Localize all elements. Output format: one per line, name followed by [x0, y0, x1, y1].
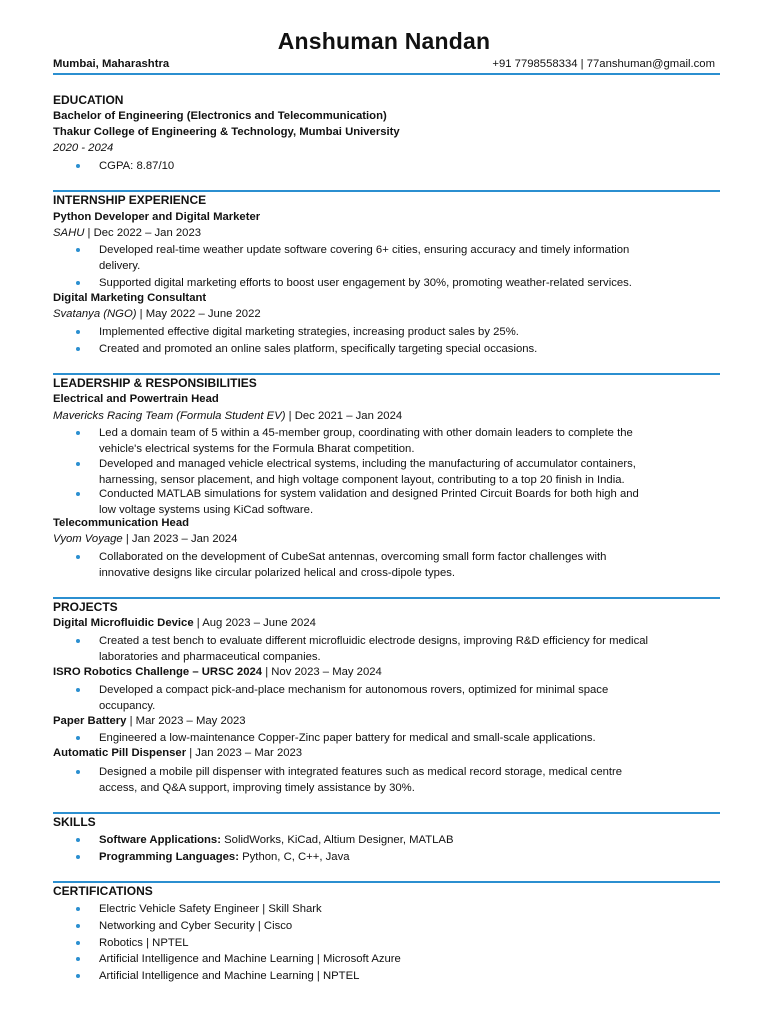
skill-value: SolidWorks, KiCad, Altium Designer, MATLAB: [220, 834, 454, 846]
project-title: [53, 747, 302, 759]
contact-row: [53, 58, 715, 73]
project-dates: | Jan 2023 – Mar 2023: [186, 747, 303, 759]
job-org-dates: [53, 227, 201, 239]
bullet-text: [99, 833, 454, 849]
bullet-icon: [76, 492, 80, 496]
candidate-name: Anshuman Nandan: [277, 28, 491, 54]
bullet-icon: [76, 838, 80, 842]
bullet-icon: [76, 431, 80, 435]
bullet-text: [99, 243, 629, 274]
section-divider: [53, 881, 720, 883]
job-role: Telecommunication Head: [53, 517, 190, 529]
bullet-line: low voltage systems using KiCad software.: [99, 503, 314, 516]
bullet-text: [99, 426, 633, 457]
project-name: Paper Battery: [53, 715, 127, 727]
project-dates: | Aug 2023 – June 2024: [193, 617, 316, 629]
skill-label: Software Applications:: [99, 834, 221, 846]
job-dates: | Jan 2023 – Jan 2024: [122, 533, 238, 545]
bullet-icon: [76, 941, 80, 945]
project-name: Digital Microfluidic Device: [53, 617, 194, 629]
bullet-icon: [76, 248, 80, 252]
bullet-icon: [76, 907, 80, 911]
bullet-icon: [76, 957, 80, 961]
bullet-line: harnessing, sensor placement, and high voltage component layout, contributing to a top 20 finish in India.: [99, 473, 625, 486]
section-divider: [53, 190, 720, 192]
education-heading: EDUCATION: [53, 93, 124, 107]
project-dates: | Mar 2023 – May 2023: [126, 715, 246, 727]
bullet-line: Designed a mobile pill dispenser with integrated features such as medical record storage, medical centre: [99, 766, 623, 778]
section-divider: [53, 812, 720, 814]
bullet-icon: [76, 855, 80, 859]
bullet-text: Electric Vehicle Safety Engineer | Skill Shark: [99, 903, 322, 915]
bullet-line: innovative designs like circular polarized helical and cross-dipole types.: [99, 566, 456, 579]
project-title: [53, 617, 316, 629]
leadership-heading: LEADERSHIP & RESPONSIBILITIES: [53, 376, 257, 390]
project-name: ISRO Robotics Challenge – URSC 2024: [53, 666, 263, 678]
education-college: Thakur College of Engineering & Technology, Mumbai University: [53, 126, 400, 138]
bullet-text: [99, 765, 622, 796]
bullet-icon: [76, 974, 80, 978]
bullet-text: [99, 850, 350, 866]
bullet-line: Led a domain team of 5 within a 45-member group, coordinating with other domain leaders to complete the: [99, 427, 633, 439]
bullet-line: Conducted MATLAB simulations for system validation and designed Printed Circuit Boards for both high and: [99, 488, 639, 500]
job-org: SAHU: [53, 227, 85, 239]
section-divider: [53, 597, 720, 599]
bullet-line: laboratories and pharmaceutical companies.: [99, 650, 321, 663]
project-dates: | Nov 2023 – May 2024: [262, 666, 382, 678]
skill-label: Programming Languages:: [99, 851, 239, 863]
job-org: Svatanya (NGO): [53, 308, 137, 320]
certifications-heading: CERTIFICATIONS: [53, 884, 153, 898]
bullet-text: [99, 487, 639, 518]
bullet-text: Robotics | NPTEL: [99, 937, 189, 949]
bullet-text: [99, 683, 608, 714]
bullet-icon: [76, 555, 80, 559]
job-org-dates: [53, 308, 261, 320]
bullet-icon: [76, 330, 80, 334]
bullet-text: Created and promoted an online sales platform, specifically targeting special occasions.: [99, 343, 538, 355]
job-role: Electrical and Powertrain Head: [53, 393, 219, 405]
education-years: 2020 - 2024: [53, 142, 114, 154]
contact-separator: |: [577, 58, 587, 70]
job-dates: | Dec 2021 – Jan 2024: [285, 410, 403, 422]
job-org-dates: [53, 533, 237, 545]
bullet-text: CGPA: 8.87/10: [99, 160, 175, 172]
bullet-text: Engineered a low-maintenance Copper-Zinc paper battery for medical and small-scale applications.: [99, 732, 596, 744]
job-org-dates: [53, 410, 402, 422]
bullet-text: Networking and Cyber Security | Cisco: [99, 920, 293, 932]
skill-value: Python, C, C++, Java: [238, 851, 350, 863]
project-name: Automatic Pill Dispenser: [53, 747, 187, 759]
projects-heading: PROJECTS: [53, 600, 118, 614]
job-org: Vyom Voyage: [53, 533, 123, 545]
bullet-text: [99, 634, 648, 665]
job-role: Python Developer and Digital Marketer: [53, 211, 261, 223]
header-divider: [53, 73, 720, 75]
bullet-icon: [76, 281, 80, 285]
phone: +91 7798558334: [492, 58, 578, 70]
job-dates: | May 2022 – June 2022: [136, 308, 261, 320]
location: Mumbai, Maharashtra: [53, 58, 170, 70]
bullet-icon: [76, 164, 80, 168]
bullet-line: Developed real-time weather update software covering 6+ cities, ensuring accuracy and timely information: [99, 244, 630, 256]
bullet-icon: [76, 347, 80, 351]
bullet-line: delivery.: [99, 259, 141, 272]
bullet-text: Artificial Intelligence and Machine Learning | NPTEL: [99, 970, 360, 982]
bullet-line: vehicle's electrical systems for the Formula Bharat competition.: [99, 442, 415, 455]
section-divider: [53, 373, 720, 375]
bullet-line: Collaborated on the development of CubeSat antennas, overcoming small form factor challenges with: [99, 551, 607, 563]
job-role: Digital Marketing Consultant: [53, 292, 207, 304]
bullet-text: Supported digital marketing efforts to boost user engagement by 30%, promoting weather-related services.: [99, 277, 632, 289]
bullet-icon: [76, 639, 80, 643]
internship-heading: INTERNSHIP EXPERIENCE: [53, 193, 207, 207]
bullet-icon: [76, 462, 80, 466]
project-title: [53, 715, 246, 727]
bullet-text: [99, 550, 606, 581]
email-link[interactable]: 77anshuman@gmail.com: [586, 58, 715, 70]
bullet-icon: [76, 736, 80, 740]
bullet-text: Implemented effective digital marketing strategies, increasing product sales by 25%.: [99, 326, 519, 338]
bullet-text: [99, 457, 636, 488]
education-degree: Bachelor of Engineering (Electronics and Telecommunication): [53, 110, 387, 122]
bullet-icon: [76, 770, 80, 774]
bullet-line: access, and Q&A support, improving timely assistance by 30%.: [99, 781, 415, 794]
bullet-icon: [76, 924, 80, 928]
bullet-text: Artificial Intelligence and Machine Learning | Microsoft Azure: [99, 953, 401, 965]
skills-heading: SKILLS: [53, 815, 96, 829]
bullet-line: Developed a compact pick-and-place mechanism for autonomous rovers, optimized for minimal space: [99, 684, 609, 696]
project-title: [53, 666, 382, 678]
bullet-icon: [76, 688, 80, 692]
job-dates: | Dec 2022 – Jan 2023: [84, 227, 202, 239]
contact-info: [492, 58, 715, 70]
job-org: Mavericks Racing Team (Formula Student EV): [53, 410, 286, 422]
bullet-line: Developed and managed vehicle electrical systems, including the manufacturing of accumulator containers,: [99, 458, 636, 470]
bullet-line: Created a test bench to evaluate different microfluidic electrode designs, improving R&D efficiency for medical: [99, 635, 649, 647]
bullet-line: occupancy.: [99, 699, 156, 712]
